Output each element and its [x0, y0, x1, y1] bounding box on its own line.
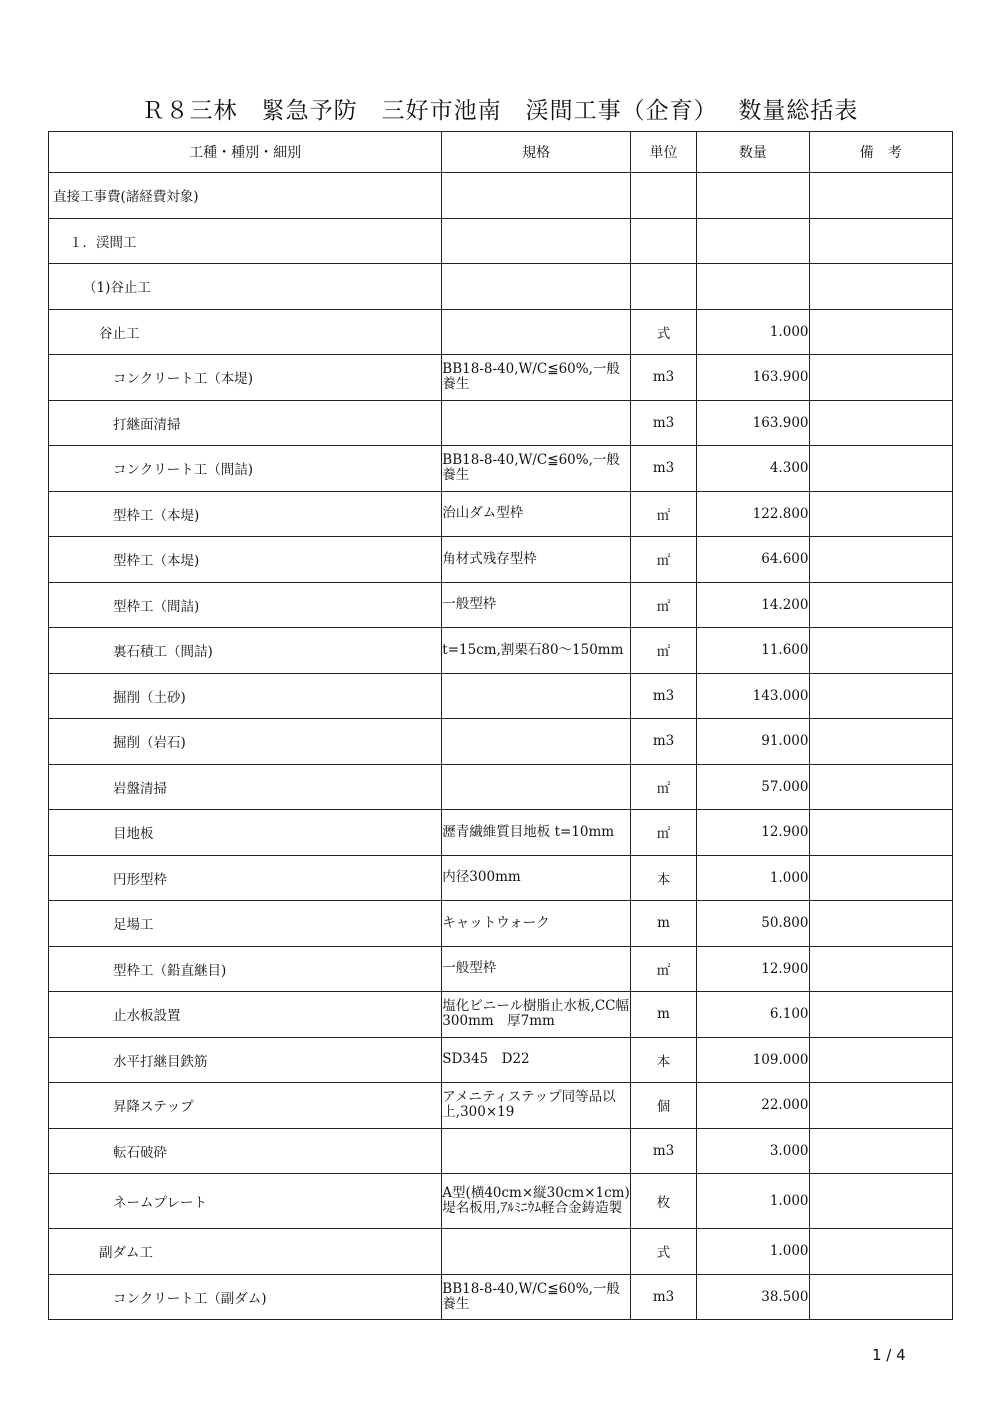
table-row [49, 1174, 953, 1229]
row-note [809, 173, 953, 219]
row-name: 岩盤清掃 [49, 764, 442, 810]
row-qty: 1.000 [697, 1174, 809, 1229]
row-spec [442, 173, 631, 219]
row-note [809, 491, 953, 537]
table-header-row [49, 132, 953, 173]
row-note [809, 1083, 953, 1129]
row-unit: ㎡ [630, 810, 696, 856]
row-qty: 12.900 [697, 810, 809, 856]
row-note [809, 719, 953, 765]
row-name: 円形型枠 [49, 855, 442, 901]
row-note [809, 400, 953, 446]
row-unit: 式 [630, 1229, 696, 1275]
row-note [809, 946, 953, 992]
row-spec [442, 1229, 631, 1275]
table-row [49, 264, 953, 310]
row-name: （1)谷止工 [49, 264, 442, 310]
row-qty: 1.000 [697, 309, 809, 355]
row-qty [697, 173, 809, 219]
row-name: 掘削（土砂) [49, 673, 442, 719]
row-qty: 163.900 [697, 355, 809, 401]
row-note [809, 1128, 953, 1174]
row-name: 掘削（岩石) [49, 719, 442, 765]
table-row [49, 355, 953, 401]
table-row [49, 1128, 953, 1174]
row-spec [442, 764, 631, 810]
table-row [49, 537, 953, 583]
table-row [49, 400, 953, 446]
row-qty: 4.300 [697, 446, 809, 492]
row-qty: 57.000 [697, 764, 809, 810]
row-name: 型枠工（本堤) [49, 491, 442, 537]
row-name: コンクリート工（本堤) [49, 355, 442, 401]
row-name: 裏石積工（間詰) [49, 628, 442, 674]
row-spec: 内径300mm [442, 855, 631, 901]
row-spec: アメニティステップ同等品以上,300×19 [442, 1083, 631, 1129]
table-row [49, 1083, 953, 1129]
row-spec [442, 673, 631, 719]
header-note: 備 考 [809, 132, 953, 173]
table-row [49, 628, 953, 674]
row-note [809, 628, 953, 674]
row-note [809, 309, 953, 355]
row-note [809, 810, 953, 856]
row-name: 止水板設置 [49, 992, 442, 1038]
row-unit: m3 [630, 1128, 696, 1174]
table-row [49, 810, 953, 856]
row-note [809, 582, 953, 628]
row-unit: 式 [630, 309, 696, 355]
row-name: 昇降ステップ [49, 1083, 442, 1129]
row-qty: 143.000 [697, 673, 809, 719]
row-qty: 6.100 [697, 992, 809, 1038]
row-qty: 3.000 [697, 1128, 809, 1174]
row-note [809, 673, 953, 719]
row-unit [630, 264, 696, 310]
row-spec: BB18-8-40,W/C≦60%,一般養生 [442, 1274, 631, 1320]
row-unit [630, 173, 696, 219]
row-unit: m [630, 992, 696, 1038]
row-name: 転石破砕 [49, 1128, 442, 1174]
row-unit: 本 [630, 1037, 696, 1083]
row-qty: 38.500 [697, 1274, 809, 1320]
table-row [49, 218, 953, 264]
row-unit: m3 [630, 673, 696, 719]
row-unit [630, 218, 696, 264]
row-qty: 14.200 [697, 582, 809, 628]
row-note [809, 537, 953, 583]
row-name: 型枠工（鉛直継目) [49, 946, 442, 992]
table-row [49, 173, 953, 219]
row-unit: m3 [630, 1274, 696, 1320]
row-name: 水平打継目鉄筋 [49, 1037, 442, 1083]
row-spec: 一般型枠 [442, 946, 631, 992]
row-spec: 治山ダム型枠 [442, 491, 631, 537]
row-name: 目地板 [49, 810, 442, 856]
row-name: 直接工事費(諸経費対象) [49, 173, 442, 219]
row-qty: 1.000 [697, 1229, 809, 1275]
row-qty: 50.800 [697, 901, 809, 947]
page-number: 1 / 4 [872, 1346, 906, 1364]
row-unit: ㎡ [630, 491, 696, 537]
row-note [809, 992, 953, 1038]
row-qty: 12.900 [697, 946, 809, 992]
page-title: Ｒ８三林 緊急予防 三好市池南 渓間工事（企育） 数量総括表 [141, 98, 859, 124]
row-spec: t=15cm,割栗石80～150mm [442, 628, 631, 674]
row-name: １．渓間工 [49, 218, 442, 264]
row-unit: 枚 [630, 1174, 696, 1229]
table-row [49, 1229, 953, 1275]
table-row [49, 901, 953, 947]
row-note [809, 1274, 953, 1320]
row-name: 谷止工 [49, 309, 442, 355]
row-qty: 122.800 [697, 491, 809, 537]
table-row [49, 764, 953, 810]
row-spec: 一般型枠 [442, 582, 631, 628]
row-qty: 91.000 [697, 719, 809, 765]
row-name: コンクリート工（副ダム) [49, 1274, 442, 1320]
table-row [49, 491, 953, 537]
row-note [809, 264, 953, 310]
table-row [49, 855, 953, 901]
header-name: 工種・種別・細別 [49, 132, 442, 173]
row-note [809, 901, 953, 947]
row-unit: ㎡ [630, 582, 696, 628]
row-note [809, 855, 953, 901]
row-note [809, 1174, 953, 1229]
row-qty [697, 218, 809, 264]
row-spec [442, 264, 631, 310]
table-row [49, 946, 953, 992]
quantity-summary-table [48, 131, 953, 1320]
row-spec [442, 719, 631, 765]
row-unit: 個 [630, 1083, 696, 1129]
row-unit: ㎡ [630, 764, 696, 810]
row-spec: SD345 D22 [442, 1037, 631, 1083]
row-qty: 1.000 [697, 855, 809, 901]
row-note [809, 355, 953, 401]
table-row [49, 673, 953, 719]
row-unit: m3 [630, 719, 696, 765]
row-qty: 109.000 [697, 1037, 809, 1083]
table-row [49, 446, 953, 492]
row-name: ネームプレート [49, 1174, 442, 1229]
row-name: 打継面清掃 [49, 400, 442, 446]
table-row [49, 309, 953, 355]
table-row [49, 1274, 953, 1320]
row-spec: BB18-8-40,W/C≦60%,一般養生 [442, 446, 631, 492]
header-qty: 数量 [697, 132, 809, 173]
row-qty: 64.600 [697, 537, 809, 583]
table-row [49, 992, 953, 1038]
row-unit: ㎡ [630, 537, 696, 583]
row-spec: 角材式残存型枠 [442, 537, 631, 583]
row-name: 型枠工（間詰) [49, 582, 442, 628]
row-unit: m [630, 901, 696, 947]
row-spec [442, 309, 631, 355]
row-note [809, 764, 953, 810]
row-unit: m3 [630, 400, 696, 446]
row-spec [442, 218, 631, 264]
row-spec [442, 400, 631, 446]
row-unit: m3 [630, 355, 696, 401]
row-name: コンクリート工（間詰) [49, 446, 442, 492]
row-unit: ㎡ [630, 946, 696, 992]
row-note [809, 218, 953, 264]
row-name: 型枠工（本堤) [49, 537, 442, 583]
table-row [49, 1037, 953, 1083]
table-row [49, 582, 953, 628]
header-spec: 規格 [442, 132, 631, 173]
row-name: 副ダム工 [49, 1229, 442, 1275]
row-unit: m3 [630, 446, 696, 492]
row-qty [697, 264, 809, 310]
row-unit: 本 [630, 855, 696, 901]
row-name: 足場工 [49, 901, 442, 947]
row-unit: ㎡ [630, 628, 696, 674]
row-note [809, 1229, 953, 1275]
row-spec: A型(横40cm×縦30cm×1cm) 堤名板用,ｱﾙﾐﾆｳﾑ軽合金鋳造製 [442, 1174, 631, 1229]
row-spec: 塩化ビニール樹脂止水板,CC幅300mm 厚7mm [442, 992, 631, 1038]
row-qty: 22.000 [697, 1083, 809, 1129]
row-note [809, 446, 953, 492]
row-qty: 163.900 [697, 400, 809, 446]
row-spec: 瀝青繊維質目地板 t=10mm [442, 810, 631, 856]
row-spec [442, 1128, 631, 1174]
row-spec: キャットウォーク [442, 901, 631, 947]
header-unit: 単位 [630, 132, 696, 173]
row-note [809, 1037, 953, 1083]
table-row [49, 719, 953, 765]
row-qty: 11.600 [697, 628, 809, 674]
row-spec: BB18-8-40,W/C≦60%,一般養生 [442, 355, 631, 401]
